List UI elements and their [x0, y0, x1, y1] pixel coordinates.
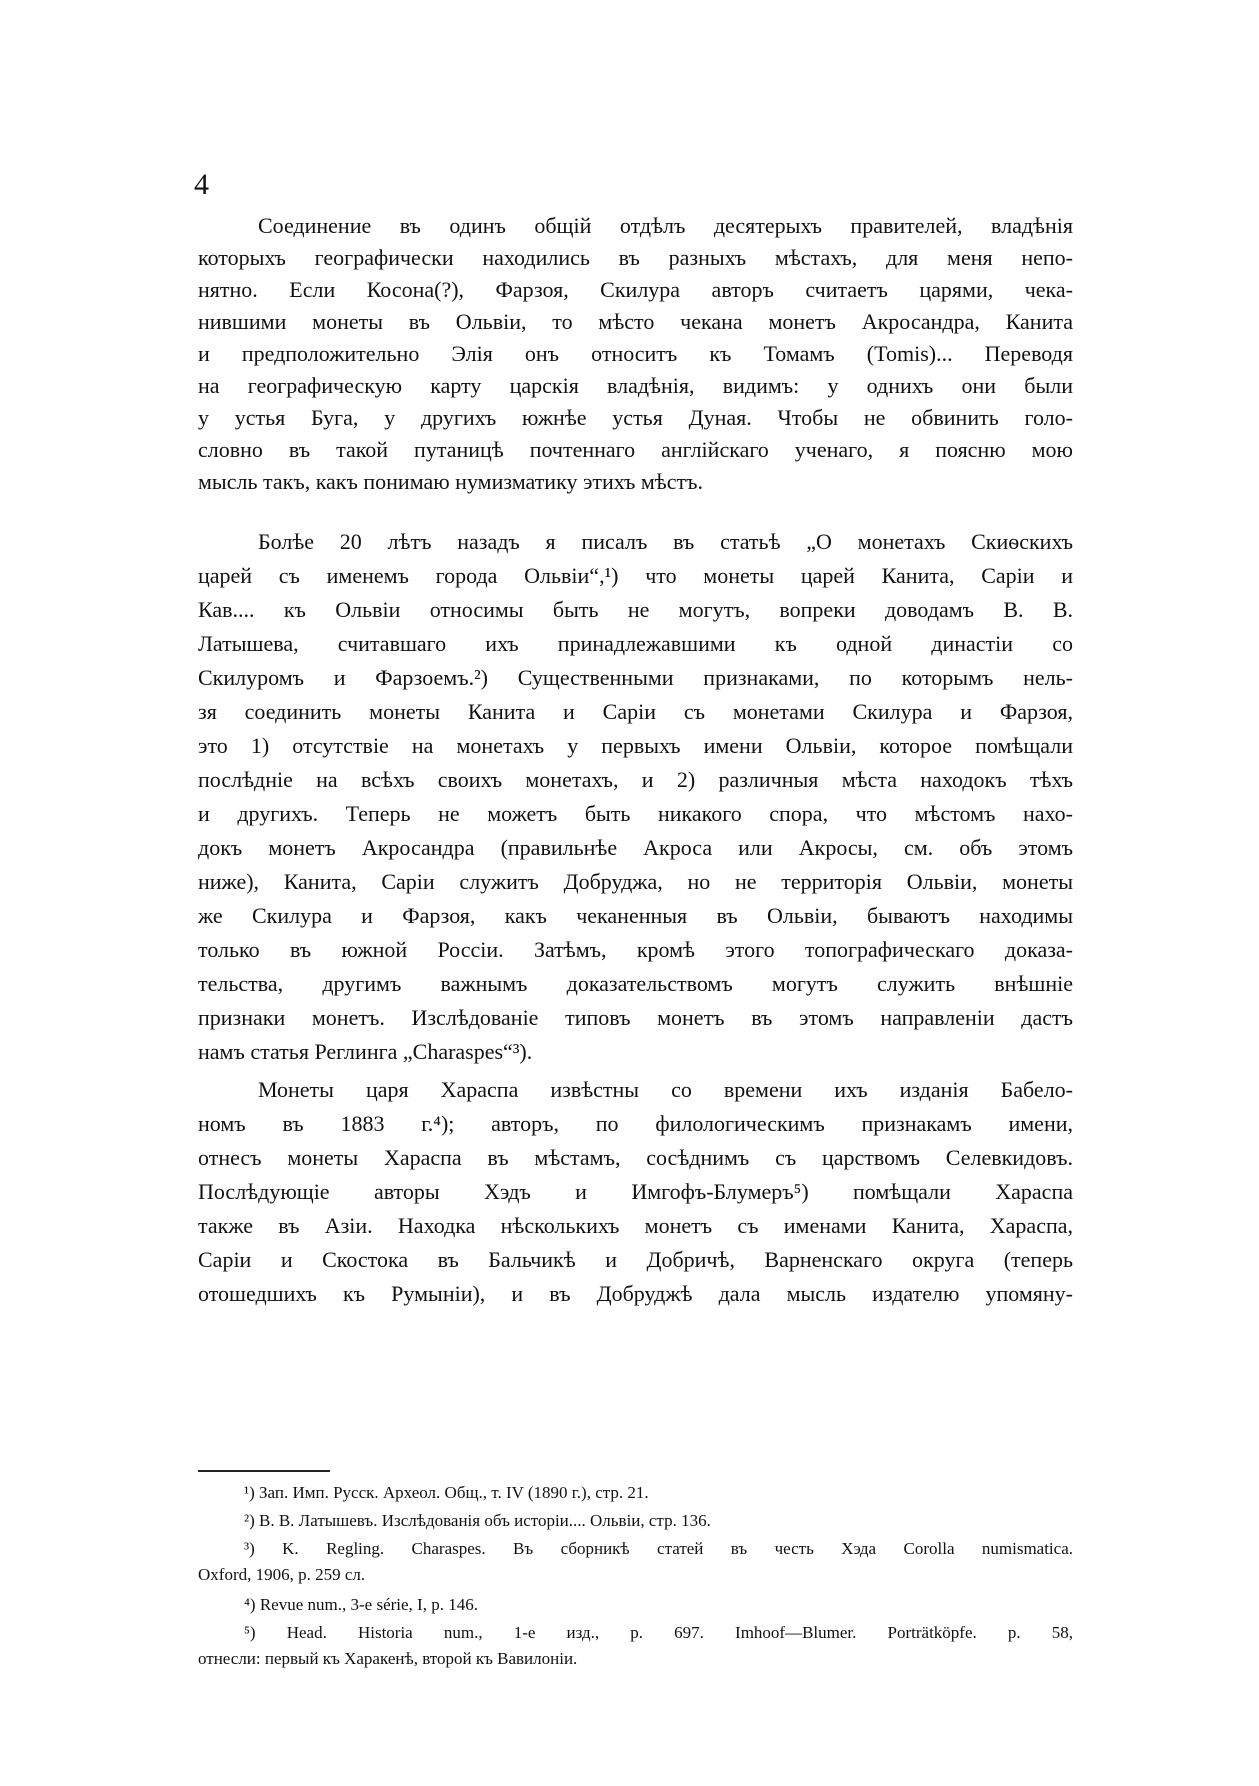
footnote-4: ⁴) Revue num., 3-e série, I, p. 146.	[244, 1595, 478, 1614]
text-line: мысль такъ, какъ понимаю нумизматику этихъ мѣстъ.	[198, 469, 703, 494]
page-number: 4	[194, 168, 209, 201]
footnote-rule	[198, 1470, 330, 1472]
footnote-3-cont: Oxford, 1906, p. 259 сл.	[198, 1565, 366, 1584]
text-line: зя соединить монеты Канита и Саріи съ монетами Скилура и Фарзоя,	[198, 699, 1073, 724]
text-line: номъ въ 1883 г.⁴); авторъ, по филологическимъ признакамъ имени,	[198, 1111, 1073, 1136]
text-line: же Скилура и Фарзоя, какъ чеканенныя въ Ольвіи, бываютъ находимы	[198, 903, 1073, 928]
text-line: и предположительно Элія онъ относитъ къ Томамъ (Tomis)... Переводя	[198, 341, 1073, 366]
footnote-2: ²) В. В. Латышевъ. Изслѣдованія объ исторіи.... Ольвіи, стр. 136.	[244, 1511, 711, 1530]
text-line: ниже), Канита, Саріи служитъ Добруджа, но не территорія Ольвіи, монеты	[198, 869, 1073, 894]
text-line: отнесъ монеты Хараспа въ мѣстамъ, сосѣднимъ съ царствомъ Селевкидовъ.	[198, 1145, 1073, 1170]
text-line: Послѣдующіе авторы Хэдъ и Имгофъ-Блумеръ⁵) помѣщали Хараспа	[198, 1179, 1073, 1204]
text-line: намъ статья Реглинга „Charaspes“³).	[198, 1039, 533, 1064]
text-line: докъ монетъ Акросандра (правильнѣе Акроса или Акросы, см. объ этомъ	[198, 835, 1073, 860]
footnote-3: ³) K. Regling. Charaspes. Въ сборникѣ статей въ честь Хэда Corolla numismatica.	[244, 1539, 1073, 1558]
text-line: также въ Азіи. Находка нѣсколькихъ монетъ съ именами Канита, Хараспа,	[198, 1213, 1073, 1238]
footnote-1: ¹) Зап. Имп. Русск. Археол. Общ., т. IV (1890 г.), стр. 21.	[244, 1483, 649, 1502]
text-line: нившими монеты въ Ольвіи, то мѣсто чекана монетъ Акросандра, Канита	[198, 309, 1073, 334]
text-line: Латышева, считавшаго ихъ принадлежавшими къ одной династіи со	[198, 631, 1073, 656]
text-line: Скилуромъ и Фарзоемъ.²) Существенными признаками, по которымъ нель-	[198, 665, 1073, 690]
text-line: признаки монетъ. Изслѣдованіе типовъ монетъ въ этомъ направленіи дастъ	[198, 1005, 1073, 1030]
text-line: тельства, другимъ важнымъ доказательствомъ могутъ служить внѣшніе	[198, 971, 1073, 996]
footnote-5-cont: отнесли: первый къ Харакенѣ, второй къ Вавилоніи.	[198, 1649, 578, 1668]
text-line: и другихъ. Теперь не можетъ быть никакого спора, что мѣстомъ нахо-	[198, 801, 1073, 826]
text-line: нятно. Если Косона(?), Фарзоя, Скилура авторъ считаетъ царями, чека-	[198, 277, 1073, 302]
text-line: послѣдніе на всѣхъ своихъ монетахъ, и 2) различныя мѣста находокъ тѣхъ	[198, 767, 1073, 792]
text-line: Болѣе 20 лѣтъ назадъ я писалъ въ статьѣ „О монетахъ Скиѳскихъ	[258, 529, 1073, 554]
text-line: Монеты царя Хараспа извѣстны со времени ихъ изданія Бабело-	[258, 1077, 1073, 1102]
text-line: Саріи и Скостока въ Бальчикѣ и Добричѣ, Варненскаго округа (теперь	[198, 1247, 1073, 1272]
text-line: только въ южной Россіи. Затѣмъ, кромѣ этого топографическаго доказа-	[198, 937, 1073, 962]
text-line: отошедшихъ къ Румыніи), и въ Добруджѣ дала мысль издателю упомяну-	[198, 1281, 1073, 1306]
text-line: Кав.... къ Ольвіи относимы быть не могутъ, вопреки доводамъ В. В.	[198, 597, 1073, 622]
text-line: которыхъ географически находились въ разныхъ мѣстахъ, для меня непо-	[198, 245, 1073, 270]
footnote-5: ⁵) Head. Historia num., 1-e изд., p. 697. Imhoof—Blumer. Porträtköpfe. p. 58,	[244, 1623, 1073, 1642]
text-line: на географическую карту царскія владѣнія, видимъ: у однихъ они были	[198, 373, 1073, 398]
text-line: царей съ именемъ города Ольвіи“,¹) что монеты царей Канита, Саріи и	[198, 563, 1073, 588]
text-line: у устья Буга, у другихъ южнѣе устья Дуная. Чтобы не обвинить голо-	[198, 405, 1073, 430]
text-line: это 1) отсутствіе на монетахъ у первыхъ имени Ольвіи, которое помѣщали	[198, 733, 1073, 758]
text-line: словно въ такой путаницѣ почтеннаго англійскаго ученаго, я поясню мою	[198, 437, 1073, 462]
text-line: Соединение въ одинъ общій отдѣлъ десятерыхъ правителей, владѣнія	[258, 213, 1073, 238]
